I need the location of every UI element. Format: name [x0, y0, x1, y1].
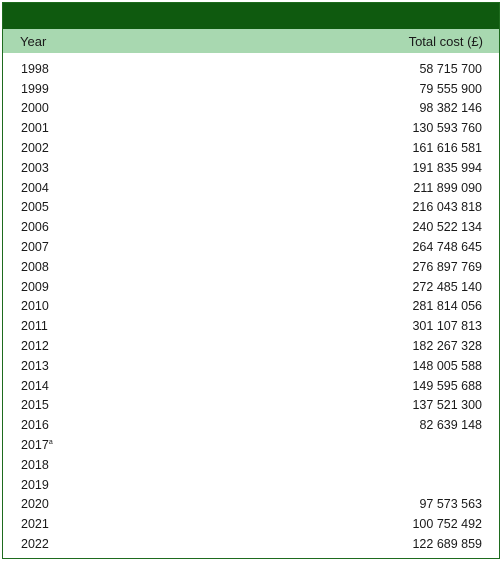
table-row [3, 495, 499, 515]
year-cell: 2019 [21, 477, 49, 492]
table-row [3, 534, 499, 554]
table-row [3, 336, 499, 356]
cost-cell: 281 814 056 [412, 299, 482, 314]
year-cell: 2021 [21, 517, 49, 532]
table-row [3, 455, 499, 475]
table-row [3, 79, 499, 99]
cost-cell: 122 689 859 [412, 537, 482, 552]
year-cell-with-footnote [21, 438, 53, 452]
table-row [3, 396, 499, 416]
table-row [3, 178, 499, 198]
table-row [3, 59, 499, 79]
year-value: 2017 [21, 438, 49, 453]
table-row [3, 198, 499, 218]
table-row [3, 376, 499, 396]
table-title-bar [3, 3, 499, 29]
table-body [3, 53, 499, 554]
year-cell: 2008 [21, 259, 49, 274]
year-cell: 1999 [21, 81, 49, 96]
table-row [3, 297, 499, 317]
table-row [3, 138, 499, 158]
year-cell: 2013 [21, 358, 49, 373]
table-row [3, 514, 499, 534]
year-column-header: Year [20, 33, 47, 49]
cost-cell: 272 485 140 [412, 279, 482, 294]
table-row [3, 356, 499, 376]
cost-cell: 301 107 813 [412, 319, 482, 334]
year-cell: 2003 [21, 160, 49, 175]
year-cell: 2015 [21, 398, 49, 413]
year-cell: 2000 [21, 101, 49, 116]
table-row [3, 158, 499, 178]
table-row [3, 277, 499, 297]
year-cell: 2004 [21, 180, 49, 195]
table-row [3, 237, 499, 257]
year-cell: 2018 [21, 457, 49, 472]
cost-cell: 79 555 900 [419, 81, 482, 96]
cost-cell: 82 639 148 [419, 418, 482, 433]
cost-cell: 58 715 700 [419, 61, 482, 76]
cost-cell: 276 897 769 [412, 259, 482, 274]
year-cell: 2012 [21, 339, 49, 354]
year-cell: 2020 [21, 497, 49, 512]
cost-table [2, 2, 500, 559]
cost-cell: 148 005 588 [412, 358, 482, 373]
cost-cell: 130 593 760 [412, 121, 482, 136]
year-cell: 2014 [21, 378, 49, 393]
year-cell: 2001 [21, 121, 49, 136]
year-cell: 2007 [21, 240, 49, 255]
cost-cell: 240 522 134 [412, 220, 482, 235]
cost-cell: 182 267 328 [412, 339, 482, 354]
table-row [3, 475, 499, 495]
cost-cell: 211 899 090 [413, 180, 482, 195]
table-row [3, 415, 499, 435]
cost-cell: 98 382 146 [419, 101, 482, 116]
cost-cell: 149 595 688 [412, 378, 482, 393]
total-cost-column-header: Total cost (£) [408, 33, 483, 49]
year-cell: 2005 [21, 200, 49, 215]
year-cell: 2006 [21, 220, 49, 235]
table-row [3, 217, 499, 237]
cost-cell: 100 752 492 [412, 517, 482, 532]
year-cell: 1998 [21, 61, 49, 76]
cost-cell: 191 835 994 [412, 160, 482, 175]
table-row [3, 118, 499, 138]
table-row [3, 257, 499, 277]
cost-cell: 264 748 645 [412, 240, 482, 255]
table-row [3, 316, 499, 336]
cost-cell: 97 573 563 [419, 497, 482, 512]
table-header-row [3, 29, 499, 53]
year-cell: 2010 [21, 299, 49, 314]
year-cell: 2009 [21, 279, 49, 294]
year-cell: 2011 [21, 319, 48, 334]
year-cell: 2002 [21, 141, 49, 156]
year-cell: 2022 [21, 537, 49, 552]
table-row [3, 435, 499, 455]
footnote-marker: a [48, 438, 53, 446]
year-cell: 2016 [21, 418, 49, 433]
cost-cell: 161 616 581 [412, 141, 482, 156]
cost-cell: 137 521 300 [412, 398, 482, 413]
cost-cell: 216 043 818 [412, 200, 482, 215]
table-row [3, 99, 499, 119]
